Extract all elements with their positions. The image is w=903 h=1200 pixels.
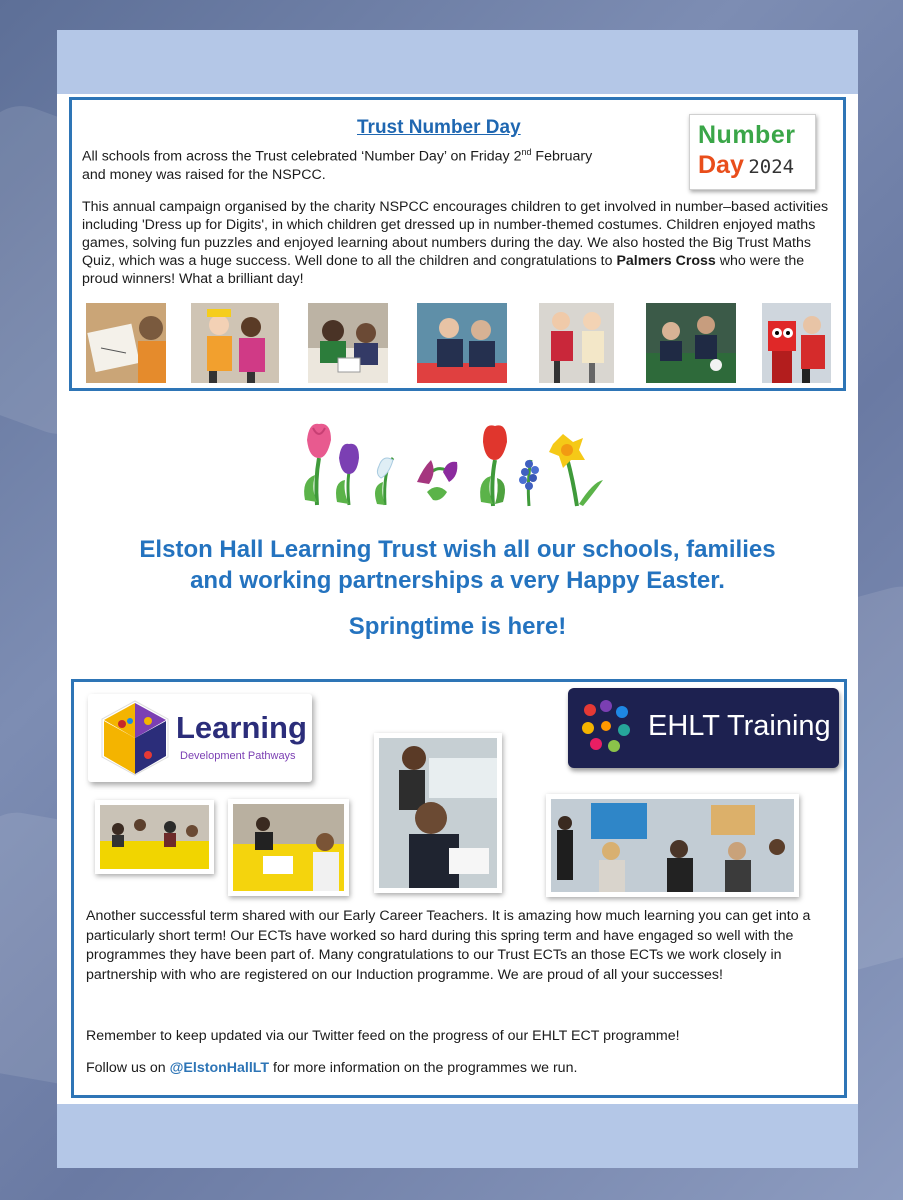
- photo-quiz-pupils: [417, 303, 507, 383]
- daffodil-icon: [549, 434, 603, 506]
- snowdrop-icon: [375, 458, 393, 505]
- intro-line-2: and money was raised for the NSPCC.: [82, 166, 326, 183]
- ldp-hexagon-icon: [96, 699, 174, 777]
- photo-ect-workshop: [228, 799, 349, 896]
- ldp-title: Learning: [176, 710, 307, 745]
- tulip-red-icon: [480, 425, 507, 506]
- photo-classroom-activity: [646, 303, 736, 383]
- top-band: [57, 30, 858, 94]
- follow-us-line: [86, 1059, 846, 1077]
- fuchsia-icon: [417, 460, 457, 500]
- number-day-section: [69, 97, 846, 391]
- winner-school: Palmers Cross: [616, 253, 716, 269]
- intro-text-end: February: [531, 148, 593, 165]
- springtime-message: Springtime is here!: [348, 613, 567, 640]
- number-day-photo-strip: [86, 303, 831, 383]
- photo-teacher-writing: [374, 733, 502, 893]
- grape-hyacinth-icon: [519, 460, 539, 506]
- photo-numberblock-costumes: [762, 303, 831, 383]
- ect-paragraph: Another successful term shared with our Early Career Teachers. It is amazing how much learning you can get into a particularly short term! Our ECTs have worked so hard during this spring term and have engaged so well with the programmes they have been part of. Many congratulations to our Trust ECTs an those ECTs we work closely in partnership with who are registered on our Induction programme. We are proud of all your successes!: [86, 908, 811, 983]
- training-section: [71, 679, 847, 1098]
- logo-day-word: Day: [698, 151, 744, 179]
- follow-text-end: for more information on the programmes we run.: [269, 1060, 578, 1076]
- follow-text: Follow us on: [86, 1060, 170, 1076]
- intro-text: All schools from across the Trust celebrated ‘Number Day’ on Friday 2: [82, 148, 522, 165]
- twitter-reminder: Remember to keep updated via our Twitter feed on the progress of our EHLT ECT programme!: [86, 1028, 680, 1044]
- logo-number-word: Number: [698, 121, 796, 149]
- ehlt-training-label: EHLT Training: [648, 710, 831, 742]
- photo-girls-costumes: [539, 303, 614, 383]
- ldp-subtitle: Development Pathways: [180, 750, 296, 762]
- learning-development-pathways-logo: [88, 694, 312, 782]
- number-day-intro: [82, 143, 682, 184]
- photo-dressed-up-children: [191, 303, 279, 383]
- bottom-band: [57, 1104, 858, 1168]
- number-day-logo: [689, 114, 816, 190]
- number-day-title: Trust Number Day: [357, 117, 521, 138]
- photo-ect-presentation: [546, 794, 799, 897]
- photo-maths-games: [308, 303, 388, 383]
- ehlt-training-banner: [568, 688, 839, 768]
- ehlt-people-icon: [576, 698, 636, 758]
- twitter-handle-link[interactable]: @ElstonHallLT: [169, 1060, 270, 1076]
- spring-flowers-illustration: [297, 420, 617, 508]
- tulip-pink-icon: [304, 424, 331, 505]
- photo-ect-training-room: [95, 800, 214, 874]
- crocus-purple-icon: [336, 444, 359, 505]
- body-text: This annual campaign organised by the charity NSPCC encourages children to get involved in number–based activities including 'Dress up for Digits', in which children get dressed up in number-themed costumes. Children enjoyed maths games, solving fun puzzles and enjoyed learning about numbers during the day. We also hosted the Big Trust Maths Quiz, which was a huge success. Well done to all the children and congratulations to: [82, 199, 829, 269]
- photo-children-writing: [86, 303, 166, 383]
- intro-superscript: nd: [521, 147, 532, 157]
- easter-line-2: and working partnerships a very Happy Easter.: [190, 567, 725, 594]
- easter-line-1: Elston Hall Learning Trust wish all our schools, families: [139, 536, 776, 563]
- number-day-body: [82, 198, 834, 288]
- newsletter-page: [57, 30, 858, 1168]
- body-text-end: who were the proud winners! What a brilliant day!: [82, 253, 805, 287]
- logo-year: 2024: [748, 156, 795, 178]
- easter-message: [57, 534, 858, 596]
